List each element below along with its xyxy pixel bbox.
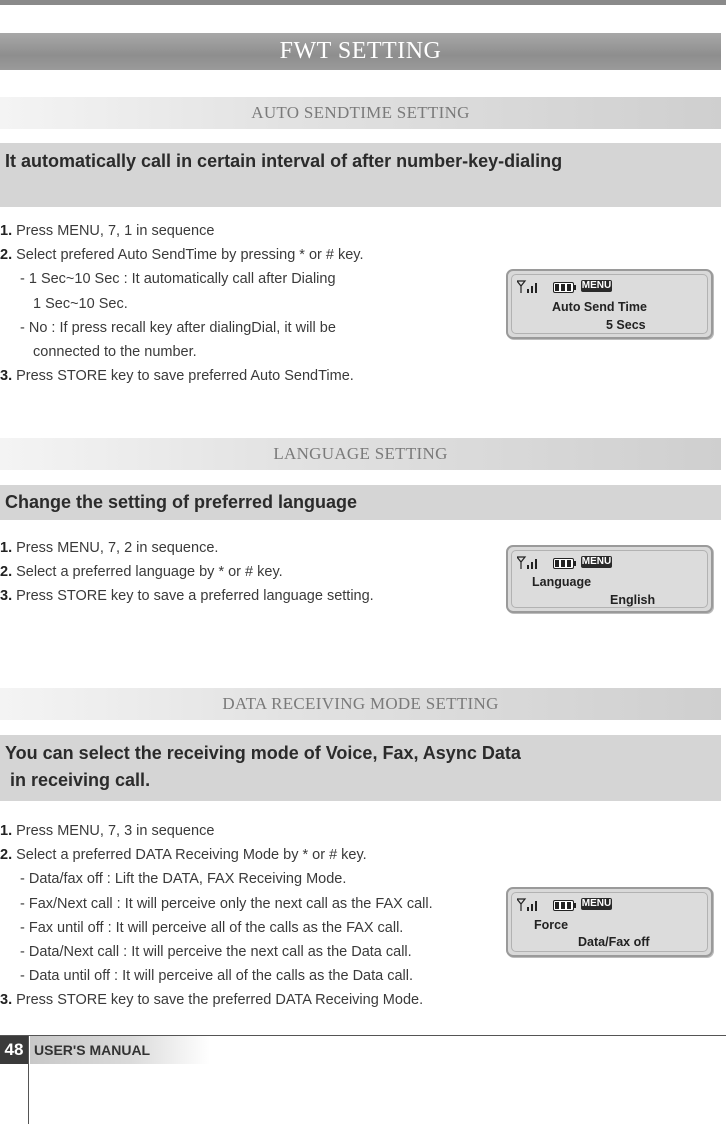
step-text: Press STORE key to save preferred Auto SendTime.: [12, 368, 354, 385]
step-item: [0, 916, 433, 940]
lcd-line-2: Data/Fax off: [578, 935, 650, 949]
steps-datarecv: [0, 819, 433, 1013]
lcd-line-1: Auto Send Time: [552, 300, 647, 314]
step-number: 2.: [0, 247, 13, 264]
step-text: - Data/fax off : Lift the DATA, FAX Receiving Mode.: [20, 871, 347, 888]
step-text: Select a preferred DATA Receiving Mode by * or # key.: [12, 847, 367, 864]
step-text: - Fax/Next call : It will perceive only the next call as the FAX call.: [20, 895, 433, 912]
step-number: 1.: [0, 540, 13, 556]
menu-indicator: MENU: [581, 280, 612, 291]
steps-language: [0, 536, 374, 609]
step-item: [0, 267, 364, 291]
lcd-line-2: 5 Secs: [606, 318, 646, 332]
step-number: 1.: [0, 823, 13, 839]
step-text: 1 Sec~10 Sec.: [33, 295, 128, 312]
step-item: [0, 843, 433, 867]
step-item: [0, 988, 433, 1012]
section-heading-language: LANGUAGE SETTING: [0, 438, 721, 470]
page-number: 48: [0, 1036, 28, 1064]
step-text: Press MENU, 7, 2 in sequence.: [12, 540, 219, 556]
lcd-display-language: [506, 545, 713, 613]
steps-autosend: [0, 219, 364, 388]
step-text: Press STORE key to save the preferred DATA Receiving Mode.: [12, 992, 424, 1009]
step-item: [0, 536, 374, 560]
step-text: Press MENU, 7, 3 in sequence: [12, 823, 215, 839]
step-number: 3.: [0, 992, 13, 1009]
footer-vertical-rule: [28, 1036, 29, 1124]
step-number: 2.: [0, 847, 13, 864]
lcd-screen: [511, 274, 708, 334]
step-text: - No : If press recall key after dialingDial, it will be: [20, 319, 336, 336]
step-text: - Data until off : It will perceive all of the calls as the Data call.: [20, 968, 414, 985]
section-heading-datarecv: DATA RECEIVING MODE SETTING: [0, 688, 721, 720]
step-item: [0, 340, 364, 364]
signal-icon: [517, 556, 541, 569]
step-text: - Fax until off : It will perceive all of the calls as the FAX call.: [20, 919, 404, 936]
lcd-display-datarecv: [506, 887, 713, 957]
lcd-line-1: Language: [532, 575, 592, 589]
intro-autosend-text: It automatically call in certain interval of after number-key-dialing: [5, 151, 563, 171]
intro-autosend: [0, 143, 721, 207]
intro-datarecv: [0, 735, 721, 801]
battery-icon: [553, 900, 574, 911]
battery-icon: [553, 558, 574, 569]
step-text: Press STORE key to save a preferred language setting.: [12, 588, 374, 605]
section-heading-autosend: AUTO SENDTIME SETTING: [0, 97, 721, 129]
step-text: Press MENU, 7, 1 in sequence: [12, 223, 215, 239]
lcd-line-1: Force: [534, 918, 569, 932]
step-text: Select prefered Auto SendTime by pressing * or # key.: [12, 247, 364, 264]
step-number: 3.: [0, 588, 13, 605]
intro-datarecv-line1: You can select the receiving mode of Voice, Fax, Async Data: [5, 743, 521, 763]
step-item: [0, 940, 433, 964]
menu-indicator: MENU: [581, 898, 612, 909]
step-number: 2.: [0, 564, 13, 581]
footer-manual-label: USER'S MANUAL: [30, 1036, 210, 1064]
page-title: FWT SETTING: [0, 33, 721, 70]
step-item: [0, 584, 374, 608]
top-rule: [0, 0, 726, 5]
step-item: [0, 316, 364, 340]
step-item: [0, 243, 364, 267]
step-item: [0, 892, 433, 916]
signal-icon: [517, 280, 541, 293]
battery-icon: [553, 282, 574, 293]
step-number: 3.: [0, 368, 13, 385]
intro-language: [0, 485, 721, 520]
lcd-line-2: English: [610, 593, 656, 607]
step-item: [0, 364, 364, 388]
lcd-screen: [511, 892, 708, 952]
step-text: connected to the number.: [33, 344, 197, 361]
step-item: [0, 867, 433, 891]
step-text: - 1 Sec~10 Sec : It automatically call after Dialing: [20, 271, 336, 288]
intro-datarecv-line2: in receiving call.: [5, 770, 151, 790]
step-item: [0, 292, 364, 316]
signal-icon: [517, 898, 541, 911]
lcd-screen: [511, 550, 708, 608]
step-item: [0, 819, 433, 843]
step-item: [0, 219, 364, 243]
step-number: 1.: [0, 223, 13, 239]
step-text: - Data/Next call : It will perceive the next call as the Data call.: [20, 944, 412, 961]
step-text: Select a preferred language by * or # key.: [12, 564, 283, 581]
lcd-display-autosend: [506, 269, 713, 339]
step-item: [0, 560, 374, 584]
step-item: [0, 964, 433, 988]
intro-language-text: Change the setting of preferred language: [5, 492, 358, 512]
menu-indicator: MENU: [581, 556, 612, 567]
